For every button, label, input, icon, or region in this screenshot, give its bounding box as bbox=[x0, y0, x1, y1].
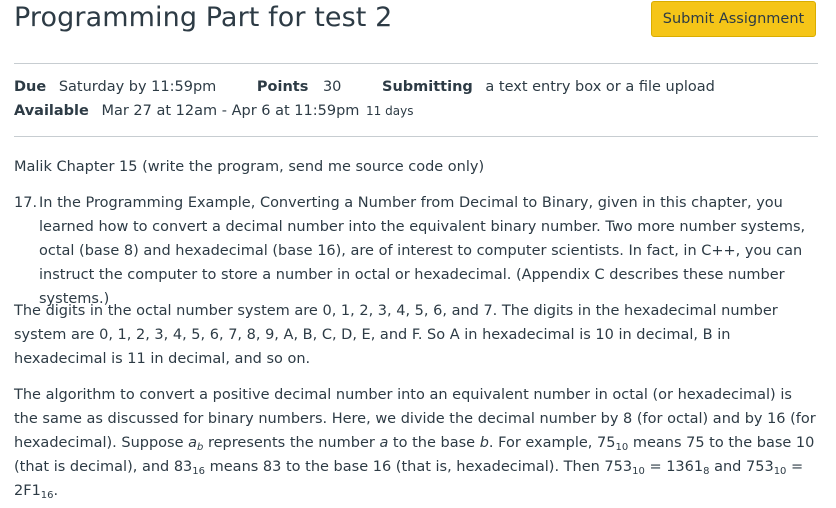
subscript-16: 16 bbox=[40, 490, 54, 501]
divider-top bbox=[14, 63, 818, 64]
text-run: . For example, 75 bbox=[488, 435, 616, 451]
submitting-label: Submitting bbox=[382, 79, 473, 95]
list-item bbox=[14, 191, 818, 311]
math-b: b bbox=[479, 435, 489, 451]
submitting-value: a text entry box or a file upload bbox=[485, 79, 715, 95]
math-a: a bbox=[379, 435, 389, 451]
math-a: a bbox=[188, 435, 198, 451]
available-value: Mar 27 at 12am - Apr 6 at 11:59pm bbox=[101, 103, 360, 119]
text-run: means 83 to the base 16 (that is, hexadecimal). Then 753 bbox=[205, 459, 633, 475]
subscript-8: 8 bbox=[703, 466, 710, 477]
due-value: Saturday by 11:59pm bbox=[58, 79, 217, 95]
points-label: Points bbox=[256, 79, 309, 95]
text-run: means 75 to the base 10 (that is decimal), and 83 bbox=[14, 435, 815, 475]
text-run: = 1361 bbox=[644, 459, 704, 475]
points-value: 30 bbox=[322, 79, 342, 95]
page-title: Programming Part for test 2 bbox=[14, 2, 393, 33]
digits-paragraph: The digits in the octal number system are 0, 1, 2, 3, 4, 5, 6, and 7. The digits in the hexadecimal number system are 0, 1, 2, 3, 4, 5, 6, 7, 8, 9, A, B, C, D, E, and F. So A in hexadecimal is 10 in decimal, B in hexadecimal is 11 in decimal, and so on. bbox=[14, 303, 778, 367]
divider-bottom bbox=[14, 136, 818, 137]
text-run: = 2F1 bbox=[14, 459, 804, 499]
math-b-subscript: b bbox=[197, 442, 204, 453]
due-label: Due bbox=[14, 79, 47, 95]
subscript-10: 10 bbox=[615, 442, 629, 453]
details-row-2 bbox=[14, 103, 413, 119]
list-item-text: In the Programming Example, Converting a Number from Decimal to Binary, given in this chapter, you learned how to convert a decimal number into the equivalent binary number. Two more number systems, octal (base 8) and hexadecimal (base 16), are of interest to computer scientists. In fact, in C++, you can instruct the computer to store a number in octal or hexadecimal. (Appendix C describes these number systems.) bbox=[39, 195, 806, 307]
text-run: . bbox=[53, 483, 59, 499]
subscript-10: 10 bbox=[773, 466, 787, 477]
subscript-16: 16 bbox=[192, 466, 206, 477]
intro-paragraph: Malik Chapter 15 (write the program, send me source code only) bbox=[14, 159, 485, 175]
text-run: represents the number bbox=[203, 435, 380, 451]
subscript-10: 10 bbox=[632, 466, 645, 477]
available-label: Available bbox=[14, 103, 89, 119]
list-item-number: 17. bbox=[14, 195, 38, 211]
details-row-1 bbox=[14, 79, 715, 95]
submit-assignment-button[interactable]: Submit Assignment bbox=[651, 1, 816, 37]
text-run: to the base bbox=[388, 435, 480, 451]
text-run: The algorithm to convert a positive decimal number into an equivalent number in octal (or hexadecimal) is the same as discussed for binary numbers. Here, we divide the decimal number by 8 (for octal) and by 16 (for hexadecimal). Suppose bbox=[14, 387, 816, 451]
text-run: and 753 bbox=[709, 459, 774, 475]
algorithm-paragraph bbox=[14, 383, 818, 503]
available-duration: 11 days bbox=[366, 104, 414, 118]
